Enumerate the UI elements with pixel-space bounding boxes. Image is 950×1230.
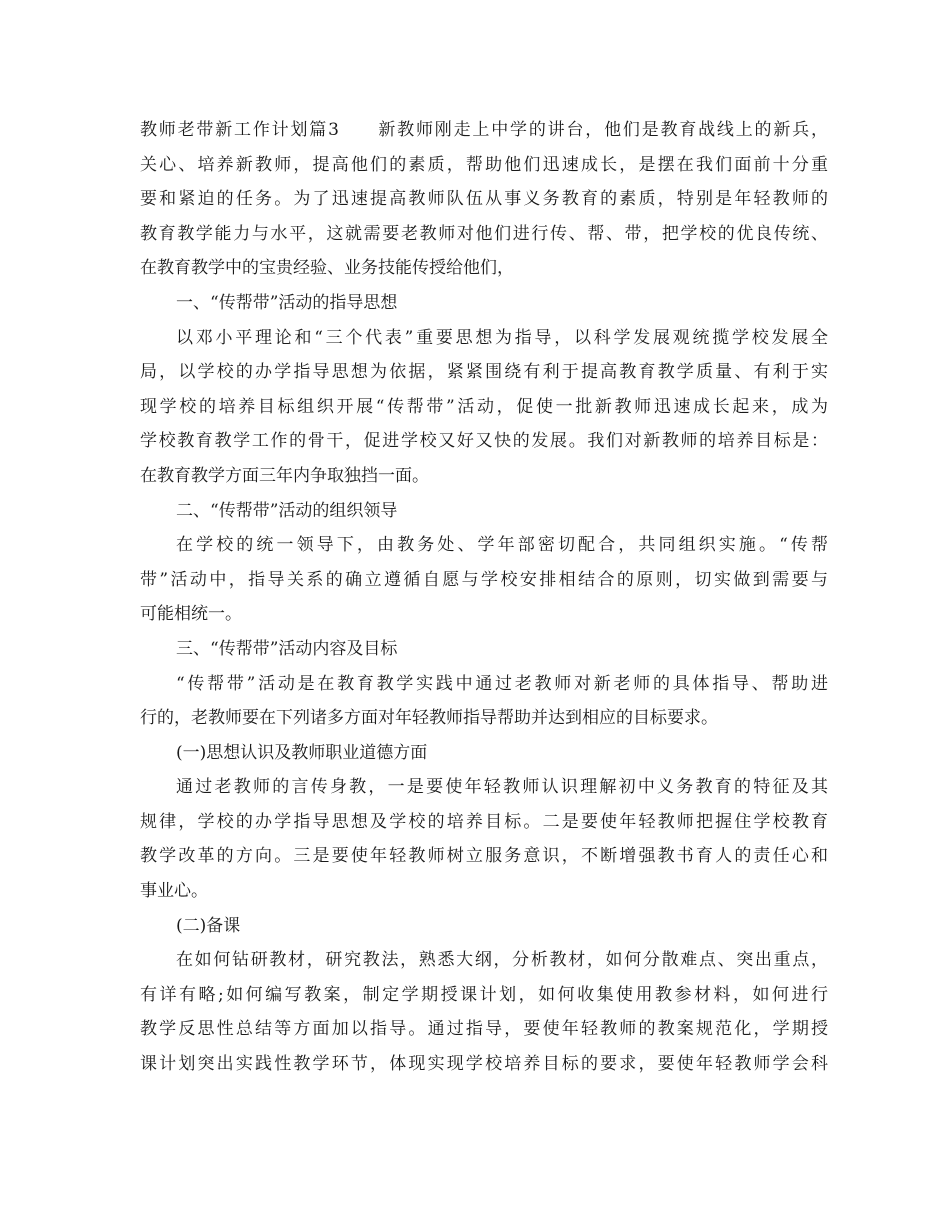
text-line: 教学改革的方向。三是要使年轻教师树立服务意识，不断增强教书育人的责任心和 [140,846,828,867]
text-line: 教学反思性总结等方面加以指导。通过指导，要使年轻教师的教案规范化，学期授 [140,1019,828,1040]
text-line: 教师老带新工作计划篇3 新教师刚走上中学的讲台，他们是教育战线上的新兵， [140,120,828,140]
text-line: 在教育教学方面三年内争取独挡一面。 [140,465,429,486]
text-line: 关心、培养新教师，提高他们的素质，帮助他们迅速成长，是摆在我们面前十分重 [140,154,828,175]
text-line: 教育教学能力与水平，这就需要老教师对他们进行传、帮、带，把学校的优良传统、 [140,223,828,244]
document-page [140,113,828,1082]
text-line: 以邓小平理论和“三个代表”重要思想为指导，以科学发展观统揽学校发展全 [176,327,828,348]
text-line: 课计划突出实践性教学环节，体现实现学校培养目标的要求，要使年轻教师学会科 [140,1054,828,1075]
text-line: 二、“传帮带”活动的组织领导 [176,500,398,521]
text-line: 一、“传帮带”活动的指导思想 [176,292,398,313]
text-line: 可能相统一。 [140,604,242,625]
text-line: 局，以学校的办学指导思想为依据，紧紧围绕有利于提高教育教学质量、有利于实 [140,362,828,383]
text-line: (一)思想认识及教师职业道德方面 [176,742,428,763]
text-line: 事业心。 [140,881,208,902]
text-line: 带”活动中，指导关系的确立遵循自愿与学校安排相结合的原则，切实做到需要与 [140,569,828,590]
text-line: 现学校的培养目标组织开展“传帮带”活动，促使一批新教师迅速成长起来，成为 [140,396,828,417]
text-line: (二)备课 [176,915,241,936]
text-line: 在如何钻研教材，研究教法，熟悉大纲，分析教材，如何分散难点、突出重点， [176,950,828,971]
text-line: 通过老教师的言传身教，一是要使年轻教师认识理解初中义务教育的特征及其 [176,777,828,798]
text-line: 三、“传帮带”活动内容及目标 [176,638,398,659]
text-line: 在学校的统一领导下，由教务处、学年部密切配合，共同组织实施。“传帮 [176,535,828,556]
text-line: 在教育教学中的宝贵经验、业务技能传授给他们， [140,258,514,279]
text-line: 学校教育教学工作的骨干，促进学校又好又快的发展。我们对新教师的培养目标是： [140,431,828,452]
text-line: 有详有略;如何编写教案，制定学期授课计划，如何收集使用教参材料，如何进行 [140,984,828,1005]
text-line: 行的，老教师要在下列诸多方面对年轻教师指导帮助并达到相应的目标要求。 [140,708,718,729]
text-line: “传帮带”活动是在教育教学实践中通过老教师对新老师的具体指导、帮助进 [176,673,828,694]
text-line: 要和紧迫的任务。为了迅速提高教师队伍从事义务教育的素质，特别是年轻教师的 [140,189,828,210]
text-line: 规律，学校的办学指导思想及学校的培养目标。二是要使年轻教师把握住学校教育 [140,811,828,832]
